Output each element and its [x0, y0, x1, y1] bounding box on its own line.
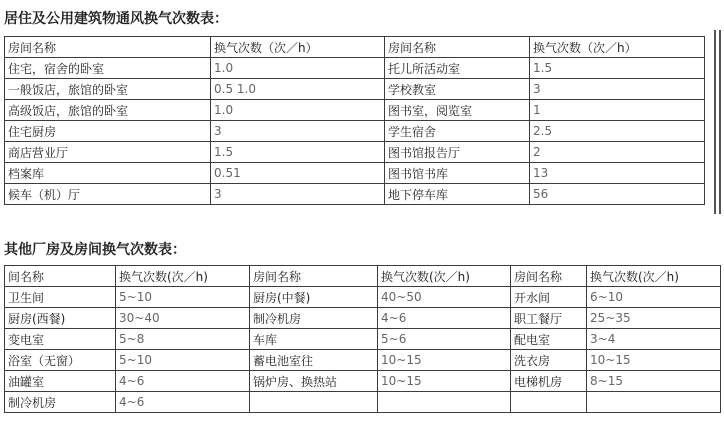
room-name: 开水间: [511, 287, 587, 308]
air-change-rate: 3: [211, 121, 385, 142]
residential-ventilation-table: [4, 36, 705, 205]
room-name: 图书馆书库: [385, 163, 530, 184]
table-frame-right-edge: [714, 30, 716, 214]
table-row: [5, 308, 721, 329]
room-name: 高级饭店，旅馆的卧室: [5, 100, 211, 121]
room-name: 浴室（无窗）: [5, 350, 116, 371]
table-row: [5, 371, 721, 392]
air-change-rate: [378, 392, 511, 413]
header-room-name: 房间名称: [385, 37, 530, 58]
air-change-rate: 3: [530, 79, 705, 100]
table-row: [5, 142, 705, 163]
table-row: [5, 100, 705, 121]
air-change-rate: 5~10: [116, 287, 250, 308]
header-air-changes: 换气次数(次／h): [587, 266, 721, 287]
air-change-rate: 3: [211, 184, 385, 205]
air-change-rate: 1.5: [530, 58, 705, 79]
table-header-row: [5, 266, 721, 287]
air-change-rate: 6~10: [587, 287, 721, 308]
other-rooms-ventilation-table: [4, 265, 721, 413]
table-header-row: [5, 37, 705, 58]
air-change-rate: 4~6: [116, 371, 250, 392]
header-air-changes: 换气次数(次／h): [378, 266, 511, 287]
air-change-rate: 25~35: [587, 308, 721, 329]
air-change-rate: 0.51: [211, 163, 385, 184]
room-name: 制冷机房: [250, 308, 378, 329]
room-name: [511, 392, 587, 413]
room-name: 候车（机）厅: [5, 184, 211, 205]
air-change-rate: 1.5: [211, 142, 385, 163]
room-name: 学生宿舍: [385, 121, 530, 142]
room-name: 图书室，阅览室: [385, 100, 530, 121]
air-change-rate: 4~6: [116, 392, 250, 413]
table-row: [5, 350, 721, 371]
air-change-rate: 10~15: [378, 371, 511, 392]
table-row: [5, 329, 721, 350]
section1-title: 居住及公用建筑物通风换气次数表：: [4, 11, 228, 27]
air-change-rate: 4~6: [378, 308, 511, 329]
air-change-rate: 2: [530, 142, 705, 163]
room-name: 锅炉房、换热站: [250, 371, 378, 392]
room-name: 托儿所活动室: [385, 58, 530, 79]
header-room-name: 房间名称: [511, 266, 587, 287]
header-room-name: 房间名称: [250, 266, 378, 287]
table-row: [5, 392, 721, 413]
table-row: [5, 79, 705, 100]
air-change-rate: 10~15: [587, 350, 721, 371]
air-change-rate: 1.0: [211, 58, 385, 79]
room-name: 住宅厨房: [5, 121, 211, 142]
section2-title: 其他厂房及房间换气次数表：: [4, 242, 186, 258]
room-name: 住宅，宿舍的卧室: [5, 58, 211, 79]
room-name: 配电室: [511, 329, 587, 350]
air-change-rate: 40~50: [378, 287, 511, 308]
air-change-rate: 5~10: [116, 350, 250, 371]
air-change-rate: 0.5 1.0: [211, 79, 385, 100]
room-name: 变电室: [5, 329, 116, 350]
room-name: 油罐室: [5, 371, 116, 392]
air-change-rate: 8~15: [587, 371, 721, 392]
room-name: 商店营业厅: [5, 142, 211, 163]
room-name: 蓄电池室往: [250, 350, 378, 371]
air-change-rate: 30~40: [116, 308, 250, 329]
room-name: 地下停车库: [385, 184, 530, 205]
room-name: [250, 392, 378, 413]
air-change-rate: 1.0: [211, 100, 385, 121]
table-row: [5, 184, 705, 205]
room-name: 图书馆报告厅: [385, 142, 530, 163]
air-change-rate: 13: [530, 163, 705, 184]
air-change-rate: 10~15: [378, 350, 511, 371]
air-change-rate: 5~8: [116, 329, 250, 350]
room-name: 制冷机房: [5, 392, 116, 413]
table-row: [5, 163, 705, 184]
header-air-changes: 换气次数（次／h）: [530, 37, 705, 58]
room-name: 一般饭店，旅馆的卧室: [5, 79, 211, 100]
header-air-changes: 换气次数（次／h）: [211, 37, 385, 58]
air-change-rate: 3~4: [587, 329, 721, 350]
room-name: 学校教室: [385, 79, 530, 100]
room-name: 厨房(西餐): [5, 308, 116, 329]
room-name: 洗衣房: [511, 350, 587, 371]
room-name: 电梯机房: [511, 371, 587, 392]
air-change-rate: 2.5: [530, 121, 705, 142]
header-room-name: 房间名称: [5, 37, 211, 58]
air-change-rate: 1: [530, 100, 705, 121]
header-air-changes: 换气次数(次／h): [116, 266, 250, 287]
table-frame-right-edge: [719, 30, 721, 214]
table-row: [5, 287, 721, 308]
air-change-rate: 5~6: [378, 329, 511, 350]
room-name: 职工餐厅: [511, 308, 587, 329]
room-name: 卫生间: [5, 287, 116, 308]
header-room-name: 间名称: [5, 266, 116, 287]
air-change-rate: [587, 392, 721, 413]
table-row: [5, 58, 705, 79]
room-name: 车库: [250, 329, 378, 350]
air-change-rate: 56: [530, 184, 705, 205]
table-row: [5, 121, 705, 142]
room-name: 档案库: [5, 163, 211, 184]
room-name: 厨房(中餐): [250, 287, 378, 308]
